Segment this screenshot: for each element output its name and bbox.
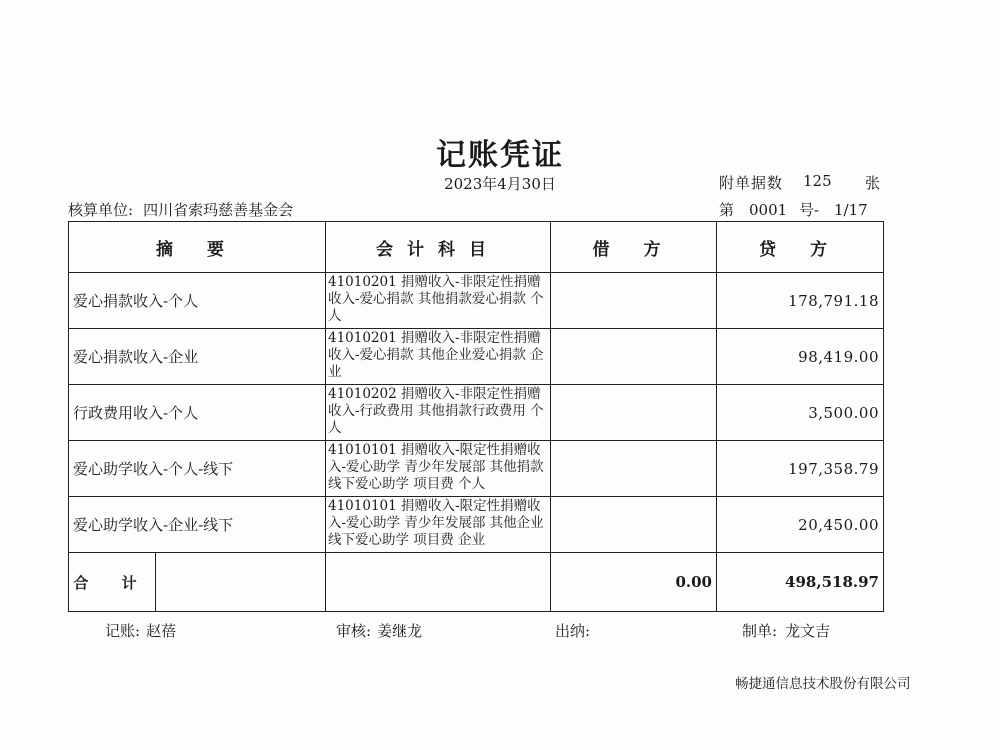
row-account: 41010201 捐赠收入-非限定性捐赠收入-爱心捐款 其他企业爱心捐款 企业 [326, 329, 551, 385]
bookkeeper-name: 赵蓓 [146, 622, 177, 640]
row-account: 41010101 捐赠收入-限定性捐赠收入-爱心助学 青少年发展部 其他捐款 线下爱心助学 项目费 个人 [326, 441, 551, 497]
attachment-label: 附单据数 [719, 174, 784, 192]
table-header-row [69, 222, 884, 273]
reviewer-signature [336, 620, 422, 641]
row-summary: 爱心捐款收入-个人 [69, 273, 326, 329]
row-summary: 爱心助学收入-企业-线下 [69, 497, 326, 553]
preparer-label: 制单: [742, 622, 778, 640]
row-account: 41010201 捐赠收入-非限定性捐赠收入-爱心捐款 其他捐款爱心捐款 个人 [326, 273, 551, 329]
accounting-unit-label: 核算单位: [68, 201, 134, 219]
reviewer-name: 姜继龙 [377, 622, 423, 640]
preparer-name: 龙文吉 [785, 622, 831, 640]
cashier-label: 出纳: [555, 622, 591, 640]
table-row [69, 497, 884, 553]
attachment-unit: 张 [865, 174, 881, 192]
column-header-debit: 借 方 [551, 222, 717, 273]
attachment-count: 125 [803, 172, 832, 190]
row-account: 41010202 捐赠收入-非限定性捐赠收入-行政费用 其他捐款行政费用 个人 [326, 385, 551, 441]
row-credit: 98,419.00 [717, 329, 884, 385]
voucher-table [68, 221, 884, 612]
table-row [69, 385, 884, 441]
cashier-signature [555, 620, 596, 641]
preparer-signature [742, 620, 830, 641]
total-debit: 0.00 [551, 553, 717, 612]
bookkeeper-signature [105, 620, 176, 641]
total-credit: 498,518.97 [717, 553, 884, 612]
row-debit [551, 329, 717, 385]
column-header-account: 会计科目 [326, 222, 551, 273]
column-header-summary: 摘 要 [69, 222, 326, 273]
row-credit: 178,791.18 [717, 273, 884, 329]
total-label-blank [156, 553, 325, 611]
table-row [69, 329, 884, 385]
table-row [69, 441, 884, 497]
voucher-date: 2023年4月30日 [444, 175, 556, 193]
row-summary: 行政费用收入-个人 [69, 385, 326, 441]
row-summary: 爱心捐款收入-企业 [69, 329, 326, 385]
row-debit [551, 385, 717, 441]
row-credit: 20,450.00 [717, 497, 884, 553]
table-row [69, 273, 884, 329]
total-account-blank [326, 553, 551, 612]
software-vendor: 畅捷通信息技术股份有限公司 [735, 676, 911, 692]
accounting-unit [68, 199, 293, 220]
total-label-text: 合 计 [69, 553, 156, 611]
voucher-title: 记账凭证 [436, 138, 564, 173]
voucher-number [719, 199, 868, 220]
row-debit [551, 497, 717, 553]
bookkeeper-label: 记账: [105, 622, 141, 640]
row-account: 41010101 捐赠收入-限定性捐赠收入-爱心助学 青少年发展部 其他企业 线下爱心助学 项目费 企业 [326, 497, 551, 553]
voucher-page: 1/17 [834, 201, 868, 219]
row-debit [551, 273, 717, 329]
row-debit [551, 441, 717, 497]
total-row [69, 553, 884, 612]
row-credit: 197,358.79 [717, 441, 884, 497]
row-summary: 爱心助学收入-个人-线下 [69, 441, 326, 497]
column-header-credit: 贷 方 [717, 222, 884, 273]
reviewer-label: 审核: [336, 622, 372, 640]
voucher-number-suffix: 号- [799, 201, 820, 219]
accounting-unit-name: 四川省索玛慈善基金会 [143, 201, 294, 219]
row-credit: 3,500.00 [717, 385, 884, 441]
voucher-number-value: 0001 [749, 201, 788, 219]
voucher-number-prefix: 第 [719, 201, 735, 219]
total-label [69, 553, 326, 612]
